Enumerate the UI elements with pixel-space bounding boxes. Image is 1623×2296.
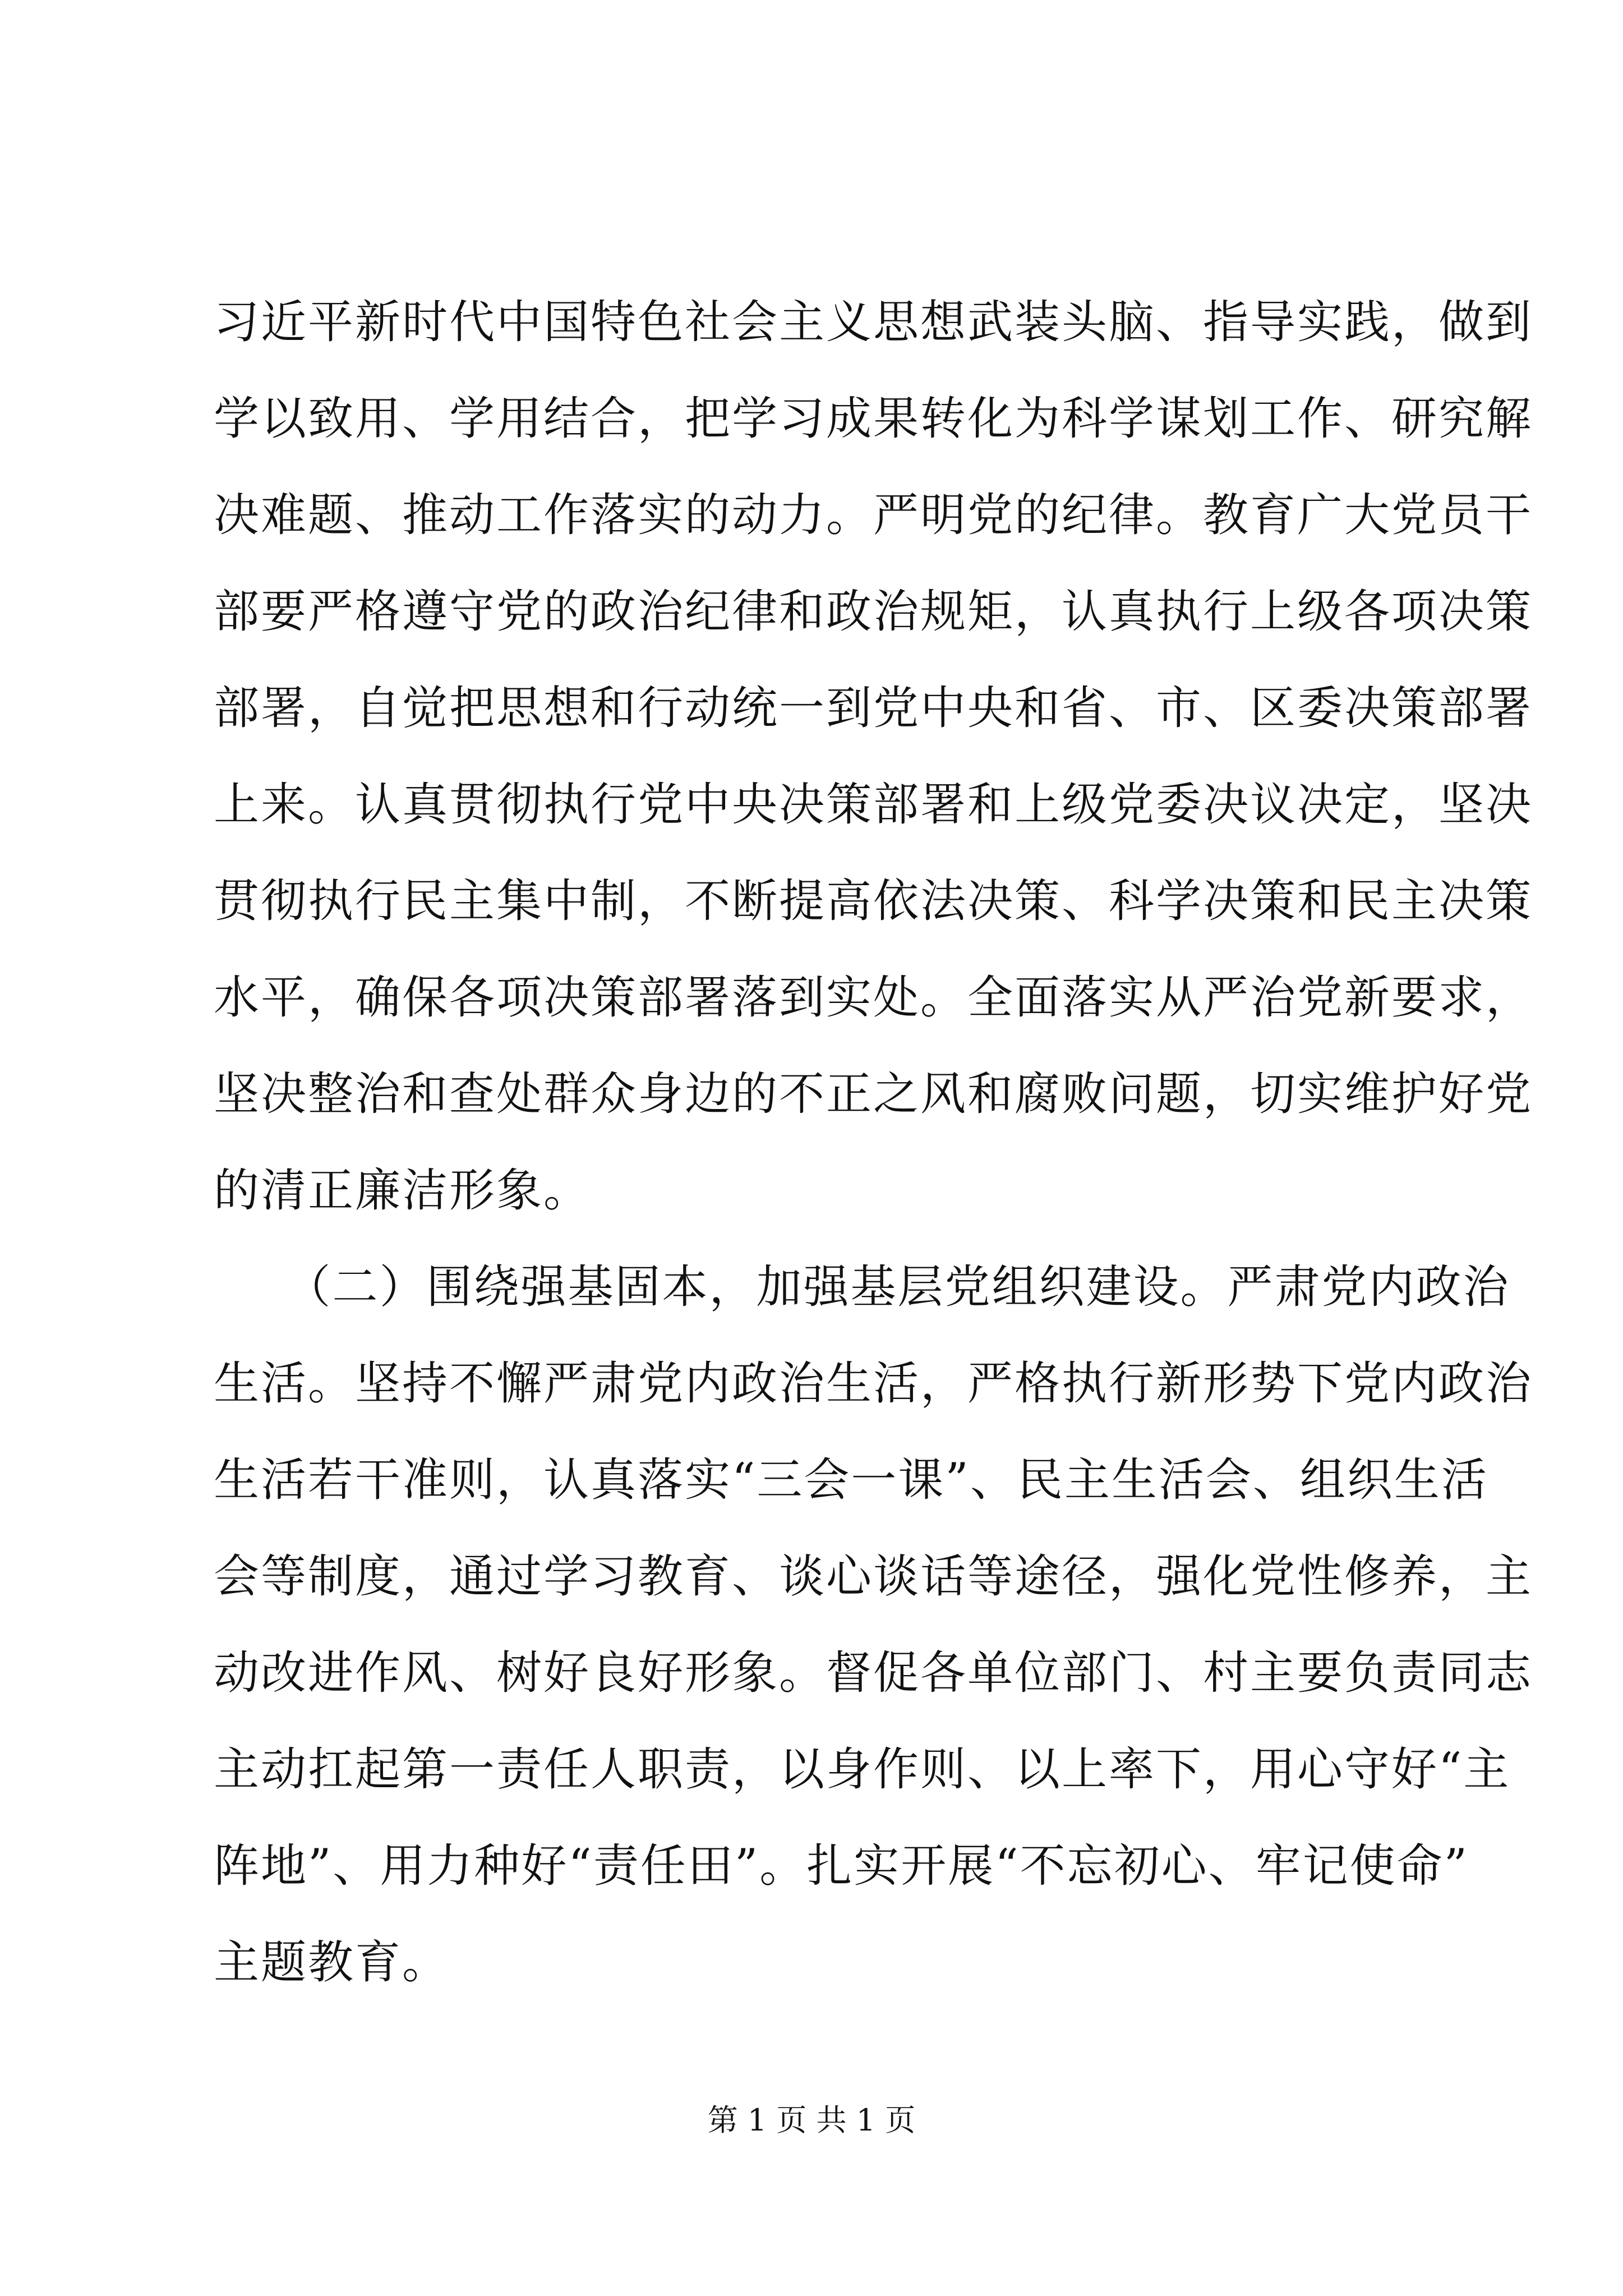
body-line: 主动扛起第一责任人职责，以身作则、以上率下，用心守好“主 [214, 1743, 1511, 1796]
body-line: 贯彻执行民主集中制，不断提高依法决策、科学决策和民主决策 [214, 875, 1533, 928]
body-line: 坚决整治和查处群众身边的不正之风和腐败问题，切实维护好党 [214, 1068, 1533, 1121]
body-line: 部要严格遵守党的政治纪律和政治规矩，认真执行上级各项决策 [214, 586, 1533, 638]
document-body [214, 274, 1533, 2011]
body-line: 主题教育。 [214, 1936, 450, 1989]
section-heading-line: （二）围绕强基固本，加强基层党组织建设。严肃党内政治 [214, 1261, 1510, 1314]
body-line: 水平，确保各项决策部署落到实处。全面落实从严治党新要求， [214, 972, 1533, 1024]
body-line: 生活若干准则，认真落实“三会一课”、民主生活会、组织生活 [214, 1454, 1488, 1507]
body-line: 生活。坚持不懈严肃党内政治生活，严格执行新形势下党内政治 [214, 1358, 1533, 1410]
page-footer [0, 2098, 1623, 2143]
body-line: 阵地”、用力种好“责任田”。扎实开展“不忘初心、牢记使命” [214, 1840, 1469, 1893]
body-line: 动改进作风、树好良好形象。督促各单位部门、村主要负责同志 [214, 1647, 1533, 1700]
body-line: 的清正廉洁形象。 [214, 1165, 591, 1217]
page-number-label: 第 1 页 共 1 页 [707, 2102, 916, 2138]
body-line: 习近平新时代中国特色社会主义思想武装头脑、指导实践，做到 [214, 296, 1533, 349]
body-line: 上来。认真贯彻执行党中央决策部署和上级党委决议决定，坚决 [214, 779, 1533, 831]
body-line: 决难题、推动工作落实的动力。严明党的纪律。教育广大党员干 [214, 489, 1533, 542]
body-line: 会等制度，通过学习教育、谈心谈话等途径，强化党性修养，主 [214, 1550, 1533, 1603]
body-line: 学以致用、学用结合，把学习成果转化为科学谋划工作、研究解 [214, 393, 1533, 445]
body-line: 部署，自觉把思想和行动统一到党中央和省、市、区委决策部署 [214, 682, 1533, 735]
